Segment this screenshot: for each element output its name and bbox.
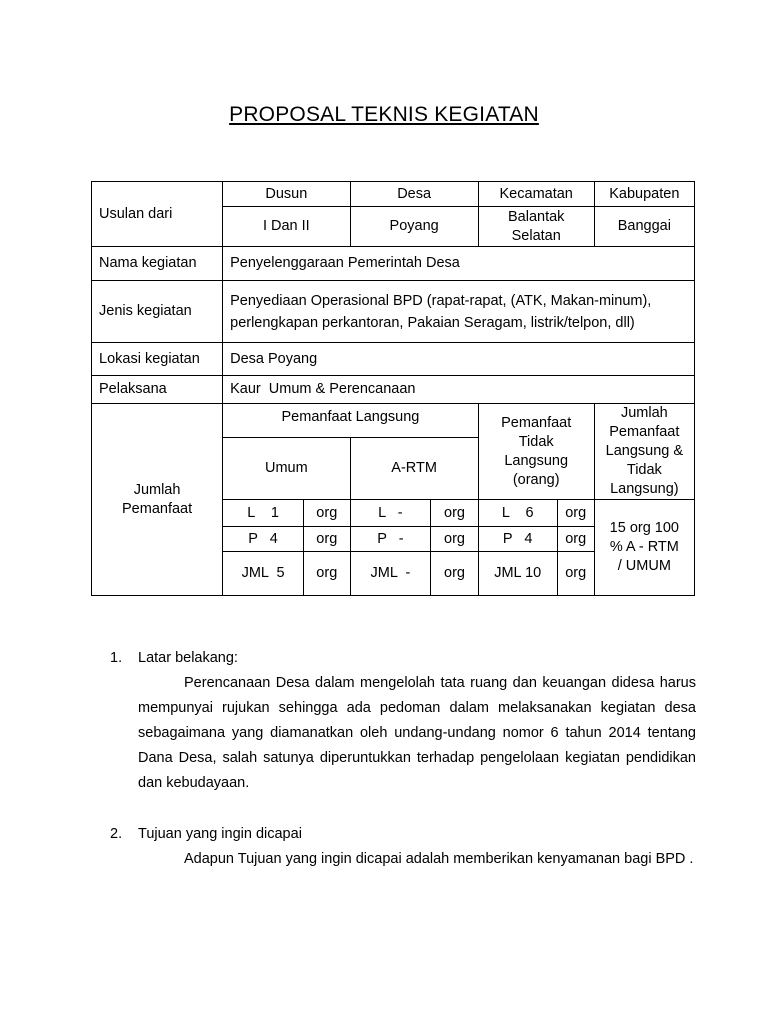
unit-label: org bbox=[304, 552, 351, 596]
section-tujuan bbox=[110, 822, 696, 872]
section-latar-belakang bbox=[110, 646, 696, 796]
section-heading: Tujuan yang ingin dicapai bbox=[138, 826, 302, 842]
umum-p-value: P 4 bbox=[223, 527, 304, 552]
tidak-p-value: P 4 bbox=[478, 527, 557, 552]
section-body: Adapun Tujuan yang ingin dicapai adalah memberikan kenyamanan bagi BPD . bbox=[184, 851, 694, 867]
jumlah-summary: 15 org 100 % A - RTM / UMUM bbox=[594, 500, 694, 596]
dusun-value: I Dan II bbox=[223, 207, 350, 247]
kecamatan-value: Balantak Selatan bbox=[478, 207, 594, 247]
desa-header: Desa bbox=[350, 182, 478, 207]
section-number: 1. bbox=[110, 650, 123, 666]
nama-kegiatan-label: Nama kegiatan bbox=[92, 247, 223, 281]
unit-label: org bbox=[557, 527, 594, 552]
tidak-jml-value: JML 10 bbox=[478, 552, 557, 596]
unit-label: org bbox=[431, 500, 478, 527]
artm-p-value: P - bbox=[350, 527, 431, 552]
lokasi-kegiatan-value: Desa Poyang bbox=[223, 343, 695, 376]
umum-l-value: L 1 bbox=[223, 500, 304, 527]
proposal-table bbox=[91, 181, 695, 596]
umum-jml-value: JML 5 bbox=[223, 552, 304, 596]
desa-value: Poyang bbox=[350, 207, 478, 247]
section-number: 2. bbox=[110, 826, 123, 842]
tidak-l-value: L 6 bbox=[478, 500, 557, 527]
artm-l-value: L - bbox=[350, 500, 431, 527]
artm-jml-value: JML - bbox=[350, 552, 431, 596]
unit-label: org bbox=[431, 552, 478, 596]
unit-label: org bbox=[431, 527, 478, 552]
section-heading: Latar belakang: bbox=[138, 650, 238, 666]
jumlah-pemanfaat-header: Jumlah Pemanfaat Langsung & Tidak Langsung) bbox=[594, 404, 694, 500]
section-body: Perencanaan Desa dalam mengelolah tata ruang dan keuangan didesa harus mempunyai rujukan sehingga ada pedoman dalam melaksanakan kegiatan desa sebagaimana yang diamanatkan oleh undang-undang nomor 6 tahun 2014 tentang Dana Desa, salah satunya diperuntukkan terhadap pengelolaan kegiatan pendidikan dan kebudayaan. bbox=[138, 675, 696, 791]
nama-kegiatan-value: Penyelenggaraan Pemerintah Desa bbox=[223, 247, 695, 281]
pelaksana-value: Kaur Umum & Perencanaan bbox=[223, 376, 695, 404]
pelaksana-label: Pelaksana bbox=[92, 376, 223, 404]
unit-label: org bbox=[557, 552, 594, 596]
unit-label: org bbox=[557, 500, 594, 527]
lokasi-kegiatan-label: Lokasi kegiatan bbox=[92, 343, 223, 376]
umum-header: Umum bbox=[223, 438, 350, 500]
artm-header: A-RTM bbox=[350, 438, 478, 500]
kabupaten-header: Kabupaten bbox=[594, 182, 694, 207]
unit-label: org bbox=[304, 500, 351, 527]
kabupaten-value: Banggai bbox=[594, 207, 694, 247]
jenis-kegiatan-label: Jenis kegiatan bbox=[92, 281, 223, 343]
jumlah-pemanfaat-label: Jumlah Pemanfaat bbox=[92, 404, 223, 596]
dusun-header: Dusun bbox=[223, 182, 350, 207]
usulan-dari-label: Usulan dari bbox=[92, 182, 223, 247]
kecamatan-header: Kecamatan bbox=[478, 182, 594, 207]
document-title: PROPOSAL TEKNIS KEGIATAN bbox=[229, 103, 539, 126]
unit-label: org bbox=[304, 527, 351, 552]
pemanfaat-tidak-langsung-header: Pemanfaat Tidak Langsung (orang) bbox=[478, 404, 594, 500]
jenis-kegiatan-value: Penyediaan Operasional BPD (rapat-rapat, (ATK, Makan-minum), perlengkapan perkantoran, Pakaian Seragam, listrik/telpon, dll) bbox=[223, 281, 695, 343]
pemanfaat-langsung-header: Pemanfaat Langsung bbox=[223, 404, 479, 438]
